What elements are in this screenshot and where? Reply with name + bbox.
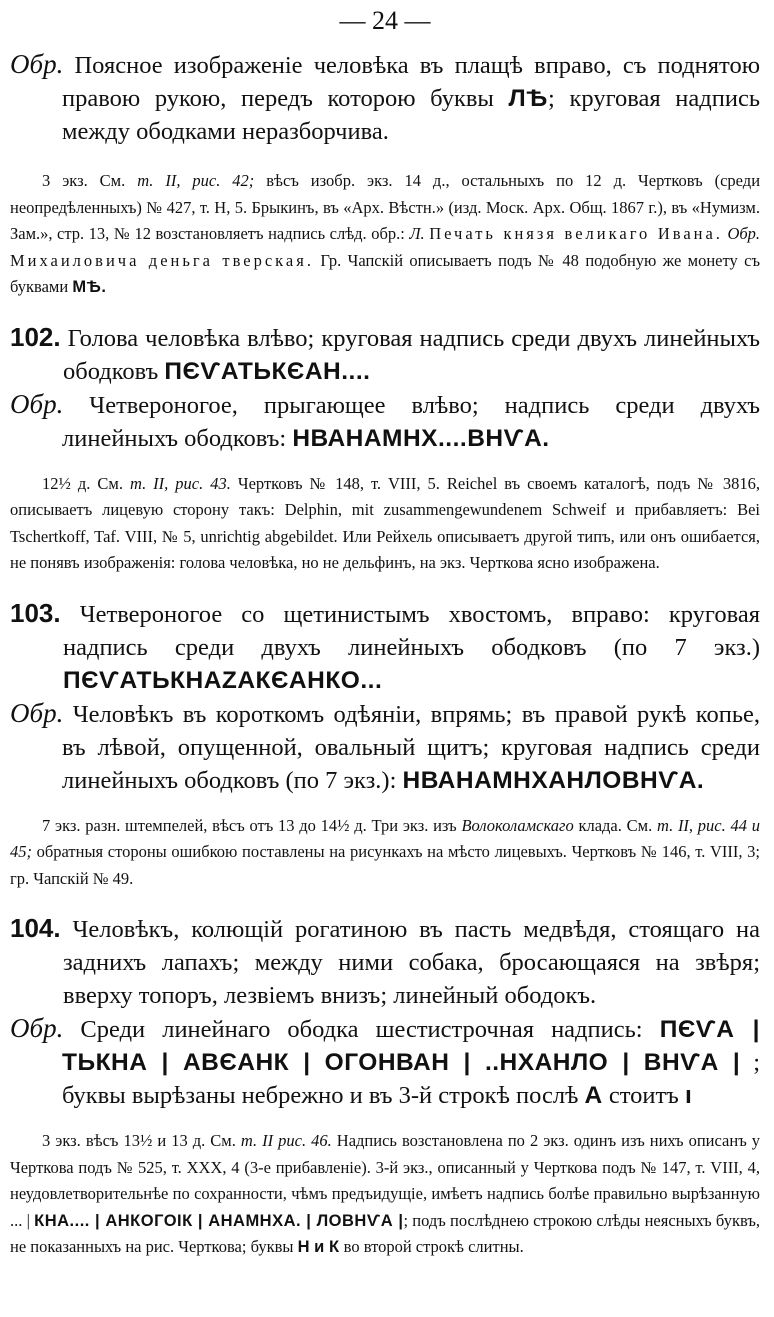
obr-legend: НВАНАМНХАНЛОВНѴА. <box>402 766 705 794</box>
obr-mark: ı <box>684 1082 693 1109</box>
note-italic: Обр. <box>727 224 761 243</box>
note-ref: т. II, рис. 43. <box>129 473 231 493</box>
note-text: обратныя стороны ошибкою поставлены на рисункахъ на мѣсто лицевыхъ. Чертковъ № 146, т. VIII, 3; гр. Чапскій № 49. <box>10 842 760 888</box>
note-letter: Н <box>297 1238 311 1256</box>
entry-text: Четвероногое со щетинистымъ хвостомъ, вправо: круговая надпись среди двухъ линейныхъ ободковъ (по 7 экз.) <box>63 600 760 661</box>
note-italic: Волоколамскаго <box>461 815 574 835</box>
note-text: 7 экз. разн. штемпелей, вѣсъ отъ 13 до 14½ д. Три экз. изъ <box>42 815 457 835</box>
note-text: 3 экз. вѣсъ 13½ и 13 д. См. <box>42 1131 236 1150</box>
note-legend: КНА.... | АНКОГОІК | АНАМНХА. | ЛОВНѴА | <box>34 1211 404 1230</box>
entry-104-obverse <box>10 1012 760 1112</box>
entry-legend: ПЄѴАТЬКНАΖАКЄАНКО... <box>63 666 383 694</box>
note-letter: К <box>328 1238 340 1256</box>
entry-number: 102. <box>10 321 61 352</box>
footnote-104 <box>10 1128 760 1261</box>
note-text: 12½ д. См. <box>42 473 123 493</box>
note-ref: т. II, рис. 44 и 45; <box>10 815 760 861</box>
entry-104 <box>10 912 760 1012</box>
entry-103 <box>10 597 760 697</box>
obr-legend: НВАНАМНХ....ВНѴА. <box>292 424 550 452</box>
obr-legend: ПЄѴА | ТЬКНА | АВЄАНК | ОГОНВАН | ..НХАНЛО | ВНѴА | <box>62 1016 761 1076</box>
note-letter: и <box>314 1238 325 1256</box>
entry-102-obverse <box>10 388 760 455</box>
obr-label: Обр. <box>10 697 64 728</box>
note-ref: т. II рис. 46. <box>240 1131 332 1150</box>
note-text: 3 экз. См. <box>42 171 126 190</box>
obr-letter: А <box>584 1082 603 1109</box>
note-text: клада. См. <box>578 815 653 835</box>
entry-number: 104. <box>10 913 61 943</box>
note-text: вѣсъ изобр. экз. 14 д., остальныхъ по 12 д. Чертковъ (среди неопредѣленныхъ) № 427, т. Н, 5. Брыкинъ, въ «Арх. Вѣстн.» (изд. Моск. Арх. Общ. 1867 г.), въ «Нумизм. Зам.», стр. 13, № 12 возстановляетъ надпись слѣд. обр.: <box>10 171 761 243</box>
obr-label: Обр. <box>10 388 64 419</box>
footnote-103 <box>10 813 760 893</box>
entry-legend: ПЄѴАТЬКЄАН.... <box>164 357 371 385</box>
note-letters: МѢ. <box>72 278 107 296</box>
note-text: во второй строкѣ слитны. <box>343 1237 524 1256</box>
obr-text: Среди линейнаго ободка шестистрочная надпись: <box>80 1016 643 1043</box>
entry-102 <box>10 321 760 388</box>
obr-label: Обр. <box>10 1013 64 1043</box>
entry-number: 103. <box>10 597 61 628</box>
note-italic: Л. <box>409 224 425 243</box>
obr-text: Поясное изображеніе человѣка въ плащѣ вправо, съ поднятою правою рукою, передъ которою буквы <box>62 52 760 112</box>
note-text: Гр. Чапскій описываетъ подъ № 48 подобную же монету съ буквами <box>10 250 760 296</box>
note-spaced: Михаиловича деньга тверская. <box>10 250 314 270</box>
obr-text-3: стоитъ <box>608 1082 679 1109</box>
note-text: ; подъ послѣднею строкою слѣды неясныхъ буквъ, не показанныхъ на рис. Черткова; буквы <box>10 1210 760 1256</box>
entry-continuation-obverse <box>10 48 760 148</box>
footnote-p0 <box>10 168 760 301</box>
note-text: Чертковъ № 148, т. VIII, 5. Reichel въ своемъ каталогѣ, подъ № 3816, описываетъ лицевую сторону такъ: Delphin, mit zusammengewundenem Schweif и прибавляетъ: Bei Tschertkoff, Taf. VIII, № 5, unrichtig abgebildet. Или Рейхель описываетъ другой типъ, или онъ ошибается, не понявъ изображенія: голова человѣка, но не дельфинъ, на экз. Черткова ясно изображена. <box>10 473 761 572</box>
note-text: Надпись возстановлена по 2 экз. одинъ изъ нихъ описанъ у Черткова подъ № 525, т. XXX, 4 (3-е прибавленіе). 3-й экз., описанный у Черткова подъ № 147, т. VIII, 4, неудовлетворительнѣе по сохранности, чѣмъ предъидущіе, имѣетъ надпись болѣе правильно вырѣзанную ... | <box>10 1131 760 1230</box>
obr-text: Четвероногое, прыгающее влѣво; надпись среди двухъ линейныхъ ободковъ: <box>62 391 760 452</box>
entry-103-obverse <box>10 697 760 797</box>
entry-text: Человѣкъ, колющій рогатиною въ пасть медвѣдя, стоящаго на заднихъ лапахъ; между ними собака, бросающаяся на звѣря; вверху топоръ, лезвіемъ внизъ; линейный ободокъ. <box>63 916 761 1009</box>
note-spaced: Печать князя великаго Ивана. <box>429 224 723 243</box>
note-ref: т. II, рис. 42; <box>137 171 255 190</box>
page-number: — 24 — <box>339 6 431 35</box>
entry-text: Голова человѣка влѣво; круговая надпись среди двухъ линейныхъ ободковъ <box>63 324 760 385</box>
obr-letters: ЛѢ <box>508 85 549 112</box>
footnote-102 <box>10 471 760 577</box>
obr-text-2: ; буквы вырѣзаны небрежно и въ 3-й строкѣ послѣ <box>62 1049 761 1109</box>
obr-label: Обр. <box>10 49 64 79</box>
obr-text: Человѣкъ въ короткомъ одѣяніи, впрямь; въ правой рукѣ копье, въ лѣвой, опущенной, овальный щитъ; круговая надпись среди линейныхъ ободковъ (по 7 экз.): <box>62 700 761 794</box>
obr-text-2: ; круговая надпись между ободками неразборчива. <box>62 85 761 145</box>
